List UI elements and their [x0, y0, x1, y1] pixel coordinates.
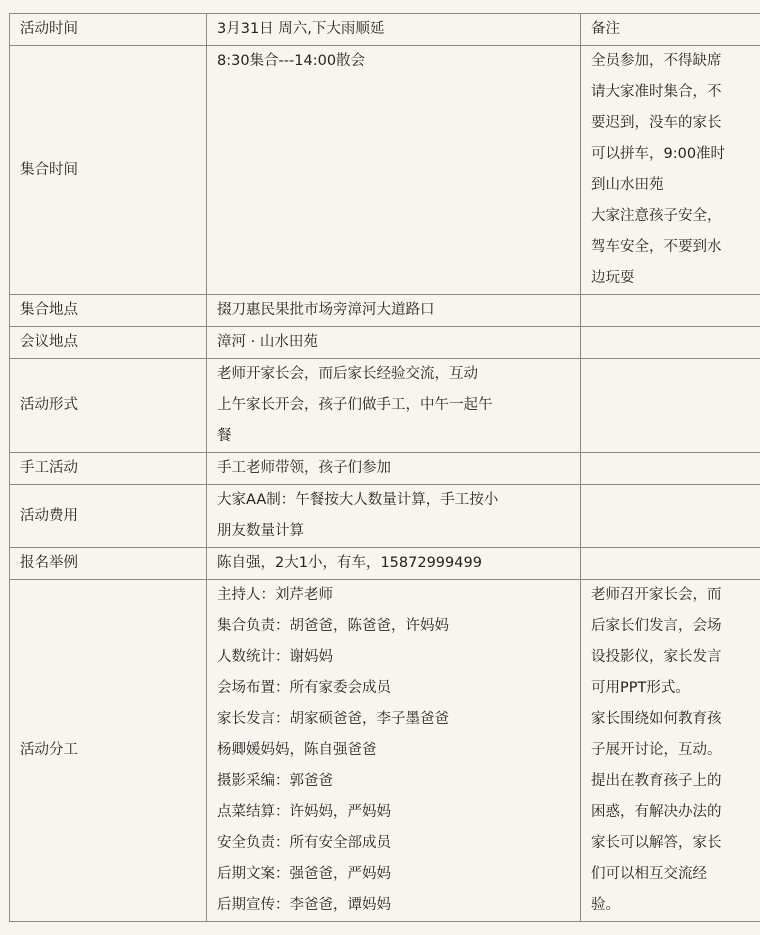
row-note [581, 580, 760, 922]
note-line: 设投影仪，家长发言 [591, 649, 722, 665]
content-line: 人数统计：谢妈妈 [217, 649, 333, 665]
table-row [10, 485, 760, 548]
note-line: 困惑，有解决办法的 [591, 804, 722, 820]
note-line: 家长可以解答，家长 [591, 835, 722, 851]
row-content [207, 14, 581, 46]
note-line: 要迟到，没车的家长 [591, 115, 722, 131]
row-note [581, 327, 760, 359]
row-label: 集合时间 [10, 46, 207, 295]
row-content [207, 453, 581, 485]
row-content [207, 359, 581, 453]
note-line: 到山水田苑 [591, 177, 664, 193]
content-line: 上午家长开会，孩子们做手工，中午一起午 [217, 397, 493, 413]
note-line: 子展开讨论，互动。 [591, 742, 722, 758]
table-row [10, 327, 760, 359]
row-note [581, 359, 760, 453]
note-line: 备注 [591, 21, 620, 37]
note-line: 家长围绕如何教育孩 [591, 711, 722, 727]
content-line: 大家AA制：午餐按大人数量计算，手工按小 [217, 492, 499, 508]
row-label: 会议地点 [10, 327, 207, 359]
row-label: 活动时间 [10, 14, 207, 46]
row-label: 手工活动 [10, 453, 207, 485]
table-row [10, 295, 760, 327]
table-row [10, 359, 760, 453]
table-row [10, 548, 760, 580]
row-note [581, 295, 760, 327]
content-line: 安全负责：所有安全部成员 [217, 835, 391, 851]
table-row [10, 580, 760, 922]
content-line: 老师开家长会，而后家长经验交流，互动 [217, 366, 478, 382]
note-line: 老师召开家长会，而 [591, 587, 722, 603]
row-content [207, 46, 581, 295]
note-line: 大家注意孩子安全， [591, 208, 722, 224]
content-line: 漳河 · 山水田苑 [217, 334, 318, 350]
content-line: 会场布置：所有家委会成员 [217, 680, 391, 696]
note-line: 后家长们发言，会场 [591, 618, 722, 634]
table-row [10, 46, 760, 295]
note-line: 们可以相互交流经 [591, 866, 707, 882]
note-line: 驾车安全，不要到水 [591, 239, 722, 255]
table-row [10, 14, 760, 46]
content-line: 家长发言：胡家硕爸爸，李子墨爸爸 [217, 711, 449, 727]
content-line: 朋友数量计算 [217, 523, 304, 539]
row-content [207, 295, 581, 327]
note-line: 边玩耍 [591, 270, 635, 286]
content-line: 8:30集合---14:00散会 [217, 53, 366, 69]
note-line: 提出在教育孩子上的 [591, 773, 722, 789]
content-line: 后期文案：强爸爸，严妈妈 [217, 866, 391, 882]
row-content [207, 548, 581, 580]
row-label: 活动费用 [10, 485, 207, 548]
content-line: 集合负责：胡爸爸，陈爸爸，许妈妈 [217, 618, 449, 634]
table-body [10, 14, 760, 922]
row-content [207, 485, 581, 548]
note-line: 验。 [591, 897, 620, 913]
row-label: 集合地点 [10, 295, 207, 327]
content-line: 后期宣传：李爸爸，谭妈妈 [217, 897, 391, 913]
content-line: 主持人：刘芹老师 [217, 587, 333, 603]
row-label: 活动形式 [10, 359, 207, 453]
content-line: 3月31日 周六,下大雨顺延 [217, 21, 385, 37]
activity-schedule-table [9, 13, 760, 922]
row-note [581, 46, 760, 295]
row-label: 报名举例 [10, 548, 207, 580]
content-line: 餐 [217, 428, 232, 444]
row-note [581, 548, 760, 580]
note-line: 请大家准时集合，不 [591, 84, 722, 100]
content-line: 陈自强，2大1小，有车，15872999499 [217, 555, 482, 571]
row-note [581, 14, 760, 46]
content-line: 点菜结算：许妈妈，严妈妈 [217, 804, 391, 820]
row-note [581, 453, 760, 485]
table-row [10, 453, 760, 485]
row-note [581, 485, 760, 548]
row-label: 活动分工 [10, 580, 207, 922]
content-line: 摄影采编：郭爸爸 [217, 773, 333, 789]
content-line: 手工老师带领，孩子们参加 [217, 460, 391, 476]
row-content [207, 327, 581, 359]
row-content [207, 580, 581, 922]
note-line: 可以拼车，9:00准时 [591, 146, 726, 162]
content-line: 杨卿媛妈妈，陈自强爸爸 [217, 742, 377, 758]
note-line: 可用PPT形式。 [591, 680, 690, 696]
note-line: 全员参加，不得缺席 [591, 53, 722, 69]
content-line: 掇刀惠民果批市场旁漳河大道路口 [217, 302, 435, 318]
